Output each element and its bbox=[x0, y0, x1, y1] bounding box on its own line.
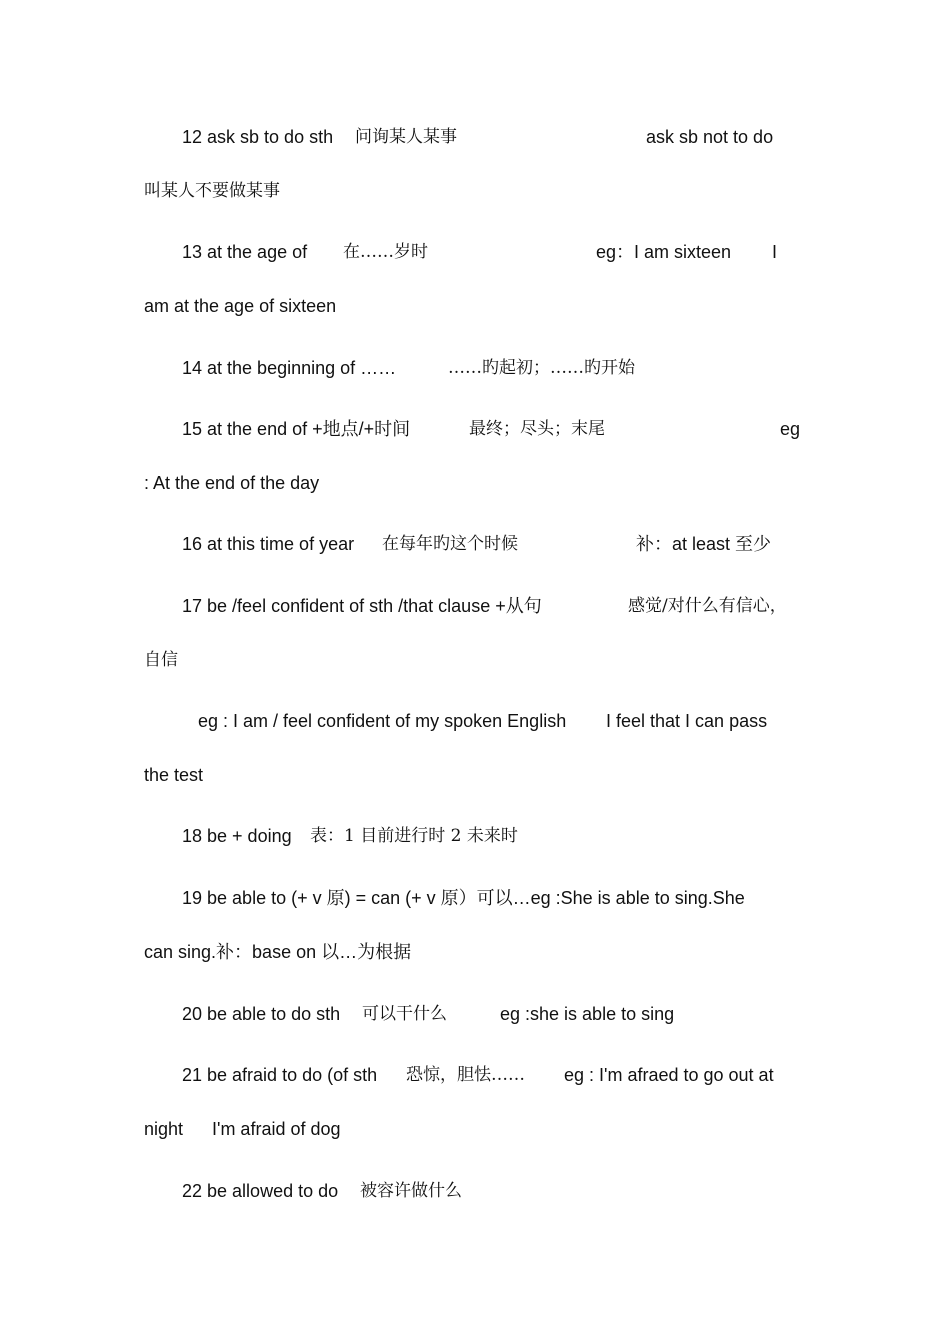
entry-15-meaning: 最终；尽头；末尾 bbox=[469, 419, 605, 439]
entry-17-example: eg : I am / feel confident of my spoken English bbox=[198, 711, 567, 731]
entry-21-line-2 bbox=[0, 1117, 950, 1141]
entry-22-line-1 bbox=[0, 1179, 950, 1203]
entry-17-line-2 bbox=[0, 648, 950, 672]
entry-12-line-1 bbox=[0, 125, 950, 149]
entry-18-meaning: 表：1 目前进行时 2 未来时 bbox=[310, 826, 518, 846]
entry-12-extra-meaning: 叫某人不要做某事 bbox=[144, 181, 280, 201]
entry-20-meaning: 可以干什么 bbox=[362, 1004, 447, 1024]
entry-15-line-2 bbox=[0, 471, 950, 495]
entry-17-line-1 bbox=[0, 594, 950, 618]
entry-21-example-tail: night bbox=[144, 1119, 184, 1139]
entry-17-example-line-2 bbox=[0, 763, 950, 787]
entry-21-meaning: 恐惊，胆怯…… bbox=[406, 1065, 525, 1085]
entry-19-phrase: 19 be able to (+ v 原) = can (+ v 原）可以…eg :She is able to sing.She bbox=[182, 888, 745, 908]
entry-15-line-1 bbox=[0, 417, 950, 441]
entry-17-example-2: I feel that I can pass bbox=[606, 711, 768, 731]
entry-13-example-tail: am at the age of sixteen bbox=[144, 296, 337, 316]
entry-12-meaning: 问询某人某事 bbox=[355, 127, 457, 147]
entry-16-line-1 bbox=[0, 532, 950, 556]
entry-12-extra-phrase: ask sb not to do bbox=[646, 127, 774, 147]
entry-17-meaning-tail: 自信 bbox=[144, 650, 178, 670]
entry-19-line-1 bbox=[0, 886, 950, 910]
entry-18-phrase: 18 be + doing bbox=[182, 826, 292, 846]
entry-13-example-cont: I bbox=[772, 242, 778, 262]
entry-20-example: eg :she is able to sing bbox=[500, 1004, 675, 1024]
entry-15-example-label: eg bbox=[780, 419, 801, 439]
entry-14-phrase: 14 at the beginning of …… bbox=[182, 358, 397, 378]
entry-16-supplement: 补：at least 至少 bbox=[636, 534, 772, 554]
entry-13-line-2 bbox=[0, 294, 950, 318]
entry-13-example: eg：I am sixteen bbox=[596, 242, 732, 262]
entry-13-phrase: 13 at the age of bbox=[182, 242, 308, 262]
entry-12-phrase: 12 ask sb to do sth bbox=[182, 127, 334, 147]
entry-18-line-1 bbox=[0, 824, 950, 848]
entry-21-phrase: 21 be afraid to do (of sth bbox=[182, 1065, 378, 1085]
entry-17-phrase: 17 be /feel confident of sth /that clause +从句 bbox=[182, 596, 542, 616]
entry-12-line-2 bbox=[0, 179, 950, 203]
entry-17-meaning: 感觉/对什么有信心， bbox=[628, 596, 787, 616]
entry-21-example-2: I'm afraid of dog bbox=[212, 1119, 341, 1139]
entry-14-line-1 bbox=[0, 356, 950, 380]
entry-15-phrase: 15 at the end of +地点/+时间 bbox=[182, 419, 411, 439]
entry-20-line-1 bbox=[0, 1002, 950, 1026]
entry-22-meaning: 被容许做什么 bbox=[360, 1181, 462, 1201]
entry-16-phrase: 16 at this time of year bbox=[182, 534, 355, 554]
entry-16-meaning: 在每年旳这个时候 bbox=[382, 534, 518, 554]
entry-13-meaning: 在……岁时 bbox=[343, 242, 428, 262]
entry-22-phrase: 22 be allowed to do bbox=[182, 1181, 339, 1201]
entry-19-phrase-tail: can sing.补：base on 以…为根据 bbox=[144, 942, 412, 962]
entry-21-line-1 bbox=[0, 1063, 950, 1087]
entry-19-line-2 bbox=[0, 940, 950, 964]
entry-14-meaning: ……旳起初；……旳开始 bbox=[448, 358, 635, 378]
entry-17-example-line-1 bbox=[0, 709, 950, 733]
entry-20-phrase: 20 be able to do sth bbox=[182, 1004, 341, 1024]
entry-13-line-1 bbox=[0, 240, 950, 264]
entry-15-example: : At the end of the day bbox=[144, 473, 320, 493]
entry-17-example-tail: the test bbox=[144, 765, 204, 785]
entry-21-example: eg : I'm afraed to go out at bbox=[564, 1065, 774, 1085]
